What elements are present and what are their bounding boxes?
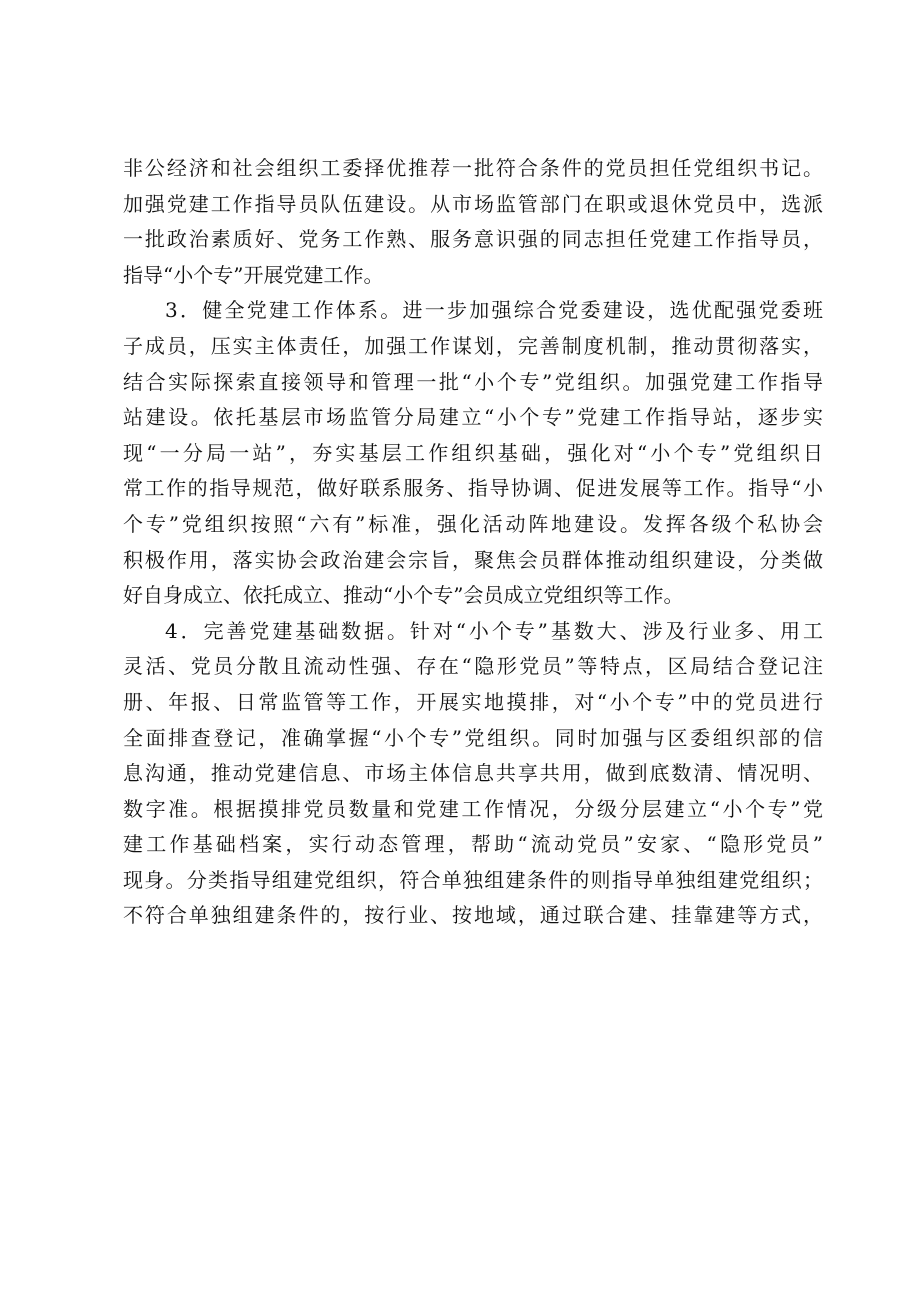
text-line: 指导“小个专”开展党建工作。 bbox=[123, 262, 384, 287]
text-line: 一批政治素质好、党务工作熟、服务意识强的同志担任党建工作指导员， bbox=[123, 227, 823, 252]
text-line: 册、年报、日常监管等工作，开展实地摸排，对“小个专”中的党员进行 bbox=[123, 689, 823, 714]
text-line: 子成员，压实主体责任，加强工作谋划，完善制度机制，推动贯彻落实， bbox=[123, 333, 823, 358]
text-line: 全面排查登记，准确掌握“小个专”党组织。同时加强与区委组织部的信 bbox=[123, 725, 823, 750]
text-line: 非公经济和社会组织工委择优推荐一批符合条件的党员担任党组织书记。 bbox=[123, 156, 823, 180]
paragraph-first-line: 4．完善党建基础数据。针对“小个专”基数大、涉及行业多、用工 bbox=[165, 618, 823, 643]
text-line: 常工作的指导规范，做好联系服务、指导协调、促进发展等工作。指导“小 bbox=[123, 476, 823, 501]
text-line: 加强党建工作指导员队伍建设。从市场监管部门在职或退休党员中，选派 bbox=[123, 191, 823, 216]
text-line: 结合实际探索直接领导和管理一批“小个专”党组织。加强党建工作指导 bbox=[123, 369, 823, 394]
text-line: 不符合单独组建条件的，按行业、按地域，通过联合建、挂靠建等方式， bbox=[123, 903, 823, 928]
text-line: 站建设。依托基层市场监管分局建立“小个专”党建工作指导站，逐步实 bbox=[123, 405, 823, 430]
text-line: 建工作基础档案，实行动态管理，帮助“流动党员”安家、“隐形党员” bbox=[123, 832, 823, 857]
text-line: 个专”党组织按照“六有”标准，强化活动阵地建设。发挥各级个私协会 bbox=[123, 511, 823, 536]
text-line: 现“一分局一站”，夯实基层工作组织基础，强化对“小个专”党组织日 bbox=[123, 440, 823, 465]
text-line: 好自身成立、依托成立、推动“小个专”会员成立党组织等工作。 bbox=[123, 583, 684, 608]
text-line: 现身。分类指导组建党组织，符合单独组建条件的则指导单独组建党组织； bbox=[123, 867, 823, 892]
text-line: 灵活、党员分散且流动性强、存在“隐形党员”等特点，区局结合登记注 bbox=[123, 654, 823, 679]
paragraph-first-line: 3．健全党建工作体系。进一步加强综合党委建设，选优配强党委班 bbox=[165, 298, 823, 323]
text-line: 息沟通，推动党建信息、市场主体信息共享共用，做到底数清、情况明、 bbox=[123, 761, 823, 786]
document-body bbox=[123, 151, 823, 934]
text-line: 积极作用，落实协会政治建会宗旨，聚焦会员群体推动组织建设，分类做 bbox=[123, 547, 823, 572]
text-line: 数字准。根据摸排党员数量和党建工作情况，分级分层建立“小个专”党 bbox=[123, 796, 823, 821]
